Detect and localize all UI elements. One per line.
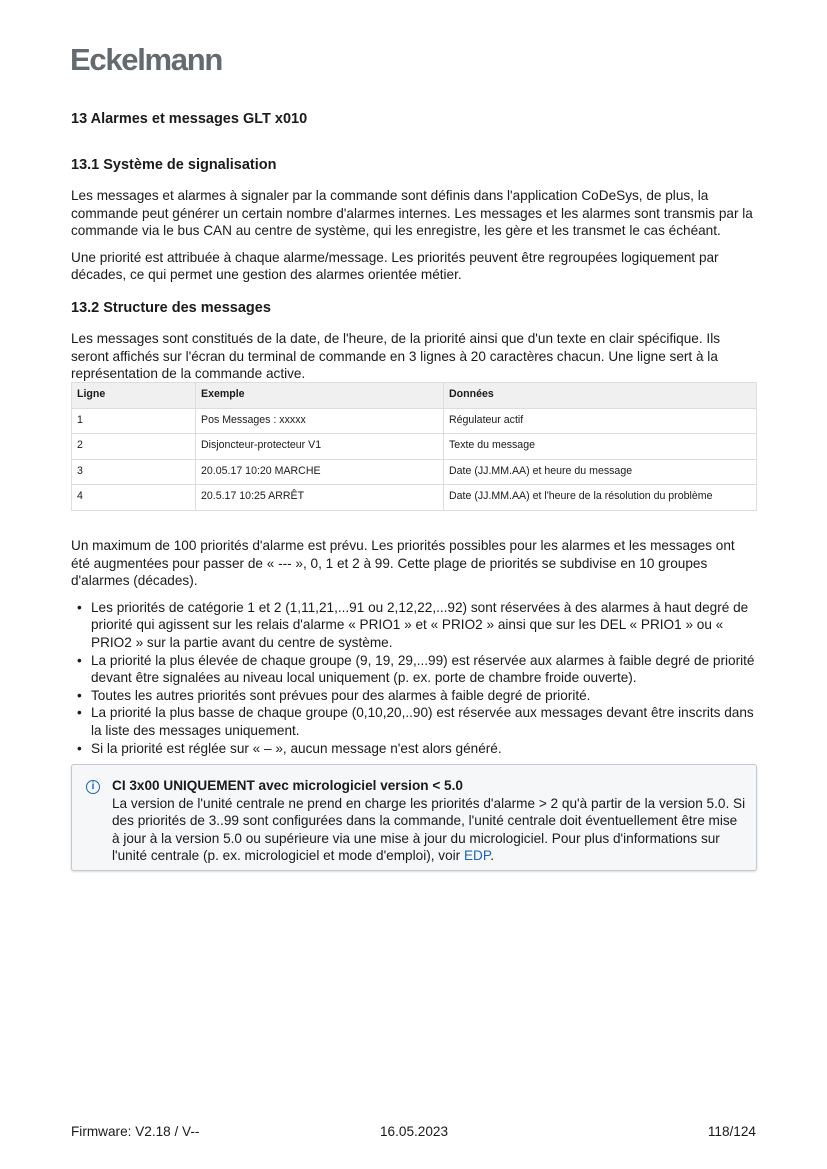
- section-title-13-1: 13.1 Système de signalisation: [71, 157, 277, 173]
- column-header: Ligne: [72, 383, 196, 409]
- info-icon: i: [86, 780, 100, 794]
- table-cell: 3: [72, 459, 196, 485]
- table-cell: Pos Messages : xxxxx: [196, 408, 444, 434]
- message-structure-table: [71, 382, 757, 511]
- paragraph: Les messages sont constitués de la date, de l'heure, de la priorité ainsi que d'un texte en clair spécifique. Ils seront affichés sur l'écran du terminal de commande en 3 lignes à 20 caractères chacun. Une ligne sert à la représentation de la commande active.: [71, 331, 721, 382]
- list-item: • Si la priorité est réglée sur « – », aucun message n'est alors généré.: [71, 740, 757, 758]
- footer-page-number: 118/124: [707, 1124, 756, 1139]
- table-cell: Disjoncteur-protecteur V1: [196, 434, 444, 460]
- eckelmann-logo: Eckelmann: [70, 42, 222, 77]
- note-title: CI 3x00 UNIQUEMENT avec micrologiciel version < 5.0: [112, 778, 463, 793]
- section-title-13-2: 13.2 Structure des messages: [71, 300, 271, 316]
- table-cell: 20.5.17 10:25 ARRÊT: [196, 485, 444, 511]
- column-header: Exemple: [196, 383, 444, 409]
- table-row: [72, 434, 757, 460]
- table-cell: Date (JJ.MM.AA) et heure du message: [444, 459, 757, 485]
- table-cell: Date (JJ.MM.AA) et l'heure de la résolution du problème: [444, 485, 757, 511]
- table-cell: 1: [72, 408, 196, 434]
- table-row: [72, 459, 757, 485]
- table-cell: 2: [72, 434, 196, 460]
- table-header-row: [72, 383, 757, 409]
- list-item: • Les priorités de catégorie 1 et 2 (1,11,21,...91 ou 2,12,22,...92) sont réservées à des alarmes à haut degré de priorité qui agissent sur les relais d'alarme « PRIO1 » et « PRIO2 » ainsi que sur les DEL « PRIO1 » ou « PRIO2 » sur la partie avant du centre de système.: [71, 599, 757, 652]
- footer-date: 16.05.2023: [380, 1124, 449, 1139]
- priority-list: [71, 599, 757, 757]
- table-cell: 20.05.17 10:20 MARCHE: [196, 459, 444, 485]
- list-item: • La priorité la plus élevée de chaque groupe (9, 19, 29,...99) est réservée aux alarmes à faible degré de priorité devant être signalées au niveau local uniquement (p. ex. porte de chambre froide ouverte).: [71, 652, 757, 687]
- paragraph: Une priorité est attribuée à chaque alarme/message. Les priorités peuvent être regroupées logiquement par décades, ce qui permet une gestion des alarmes orientée métier.: [71, 249, 719, 283]
- table-row: [72, 408, 757, 434]
- paragraph: Les messages et alarmes à signaler par la commande sont définis dans l'application CoDeSys, de plus, la commande peut générer un certain nombre d'alarmes internes. Les messages et les alarmes sont transmis par la commande via le bus CAN au centre de système, qui les enregistre, les gère et les transmet le cas échéant.: [71, 188, 753, 239]
- footer-firmware: Firmware: V2.18 / V--: [71, 1124, 200, 1139]
- table-cell: Texte du message: [444, 434, 757, 460]
- edp-link[interactable]: EDP: [463, 848, 491, 864]
- note-text: La version de l'unité centrale ne prend en charge les priorités d'alarme > 2 qu'à partir de la version 5.0. Si des priorités de 3..99 sont configurées dans la commande, l'unité centrale doit éventuellement être mise à jour à la version 5.0 ou supérieure via une mise à jour du micrologiciel. Pour plus d'informations sur l'unité centrale (p. ex. micrologiciel et mode d'emploi), voir: [112, 795, 746, 864]
- table-row: [72, 485, 757, 511]
- list-item: • Toutes les autres priorités sont prévues pour des alarmes à faible degré de priorité.: [71, 687, 757, 705]
- list-item: • La priorité la plus basse de chaque groupe (0,10,20,..90) est réservée aux messages devant être inscrits dans la liste des messages uniquement.: [71, 704, 757, 739]
- table-cell: 4: [72, 485, 196, 511]
- table-cell: Régulateur actif: [444, 408, 757, 434]
- paragraph: Un maximum de 100 priorités d'alarme est prévu. Les priorités possibles pour les alarmes et les messages ont été augmentées pour passer de « --- », 0, 1 et 2 à 99. Cette plage de priorités se subdivise en 10 groupes d'alarmes (décades).: [71, 538, 735, 589]
- note-end: .: [490, 848, 494, 864]
- chapter-title: 13 Alarmes et messages GLT x010: [71, 111, 308, 127]
- info-note: [71, 764, 757, 871]
- column-header: Données: [444, 383, 757, 409]
